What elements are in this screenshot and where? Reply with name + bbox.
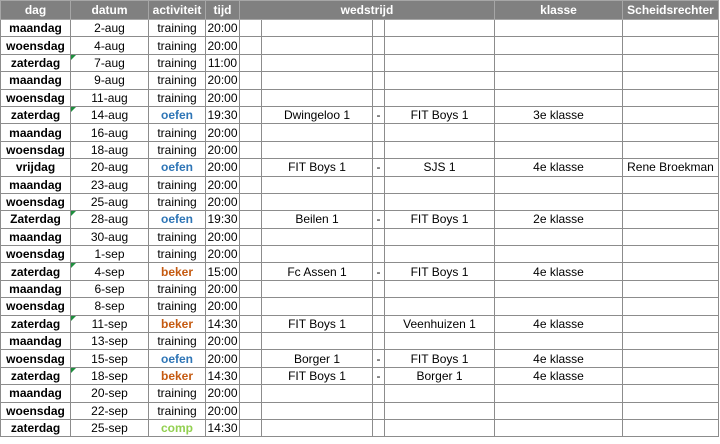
table-row	[1, 124, 719, 141]
cell-separator[interactable]	[373, 315, 385, 332]
cell-separator[interactable]: -	[373, 263, 385, 280]
cell-klasse[interactable]: 2e klasse	[495, 211, 623, 228]
cell-empty[interactable]	[240, 228, 262, 245]
cell-scheidsrechter[interactable]	[623, 350, 719, 367]
cell-activiteit[interactable]: training	[149, 54, 206, 71]
cell-klasse[interactable]	[495, 176, 623, 193]
header-activiteit[interactable]: activiteit	[149, 1, 206, 20]
cell-dag[interactable]: maandag	[1, 385, 71, 402]
cell-tijd[interactable]: 20:00	[207, 142, 238, 157]
cell-tijd[interactable]: 14:30	[207, 316, 238, 331]
cell-datum[interactable]: 30-aug	[71, 228, 149, 245]
cell-home-team[interactable]: FIT Boys 1	[262, 159, 373, 176]
cell-tijd[interactable]: 19:30	[207, 108, 238, 123]
cell-datum[interactable]: 7-aug	[71, 54, 149, 71]
cell-empty[interactable]	[240, 54, 262, 71]
cell-away-team[interactable]	[385, 193, 495, 210]
cell-home-team[interactable]	[262, 89, 373, 106]
cell-empty[interactable]	[240, 280, 262, 297]
cell-tijd[interactable]: 14:30	[207, 369, 238, 383]
table-row	[1, 228, 719, 245]
cell-dag[interactable]: woensdag	[1, 350, 71, 367]
cell-activiteit[interactable]: training	[149, 333, 206, 350]
cell-away-team[interactable]	[385, 280, 495, 297]
cell-away-team[interactable]: FIT Boys 1	[385, 106, 495, 123]
cell-empty[interactable]	[240, 106, 262, 123]
cell-away-team[interactable]	[385, 246, 495, 263]
cell-home-team[interactable]: FIT Boys 1	[262, 367, 373, 384]
cell-empty[interactable]	[240, 89, 262, 106]
cell-dag[interactable]: zaterdag	[1, 106, 71, 123]
header-datum[interactable]: datum	[71, 1, 149, 20]
cell-empty[interactable]	[240, 141, 262, 158]
cell-empty[interactable]	[240, 193, 262, 210]
cell-away-team[interactable]	[385, 37, 495, 54]
cell-home-team[interactable]	[262, 141, 373, 158]
cell-home-team[interactable]	[262, 20, 373, 37]
cell-empty[interactable]	[240, 350, 262, 367]
cell-klasse[interactable]	[495, 333, 623, 350]
cell-dag[interactable]: zaterdag	[1, 315, 71, 332]
cell-scheidsrechter[interactable]	[623, 298, 719, 315]
cell-away-team[interactable]	[385, 89, 495, 106]
table-row	[1, 141, 719, 158]
cell-empty[interactable]	[240, 419, 262, 436]
cell-separator[interactable]	[373, 20, 385, 37]
cell-empty[interactable]	[240, 263, 262, 280]
cell-scheidsrechter[interactable]	[623, 141, 719, 158]
cell-scheidsrechter[interactable]	[623, 228, 719, 245]
cell-away-team[interactable]: Veenhuizen 1	[385, 315, 495, 332]
cell-away-team[interactable]	[385, 419, 495, 436]
cell-empty[interactable]	[240, 72, 262, 89]
cell-home-team[interactable]	[262, 298, 373, 315]
cell-scheidsrechter[interactable]	[623, 402, 719, 419]
cell-datum[interactable]: 2-aug	[71, 20, 149, 37]
cell-datum[interactable]: 9-aug	[71, 72, 149, 89]
cell-dag[interactable]: woensdag	[1, 246, 71, 263]
cell-home-team[interactable]	[262, 333, 373, 350]
cell-klasse[interactable]	[495, 298, 623, 315]
cell-tijd[interactable]: 20:00	[207, 229, 238, 244]
cell-klasse[interactable]: 4e klasse	[495, 315, 623, 332]
cell-klasse[interactable]	[495, 89, 623, 106]
table-row	[1, 246, 719, 263]
cell-empty[interactable]	[240, 402, 262, 419]
cell-away-team[interactable]	[385, 333, 495, 350]
cell-scheidsrechter[interactable]	[623, 315, 719, 332]
table-row	[1, 193, 719, 210]
cell-activiteit[interactable]: beker	[149, 367, 206, 384]
cell-datum[interactable]: 11-sep	[71, 315, 149, 332]
cell-home-team[interactable]	[262, 54, 373, 71]
cell-empty[interactable]	[240, 37, 262, 54]
cell-dag[interactable]: maandag	[1, 280, 71, 297]
cell-dag[interactable]: maandag	[1, 124, 71, 141]
cell-separator[interactable]: -	[373, 106, 385, 123]
cell-scheidsrechter[interactable]	[623, 211, 719, 228]
cell-away-team[interactable]: Borger 1	[385, 367, 495, 384]
cell-home-team[interactable]	[262, 193, 373, 210]
cell-datum[interactable]: 8-sep	[71, 298, 149, 315]
cell-datum[interactable]: 15-sep	[71, 350, 149, 367]
cell-scheidsrechter[interactable]	[623, 124, 719, 141]
cell-away-team[interactable]	[385, 228, 495, 245]
header-wedstrijd[interactable]: wedstrijd	[240, 1, 495, 20]
cell-klasse[interactable]	[495, 228, 623, 245]
cell-away-team[interactable]: FIT Boys 1	[385, 211, 495, 228]
cell-klasse[interactable]	[495, 72, 623, 89]
cell-scheidsrechter[interactable]	[623, 37, 719, 54]
cell-empty[interactable]	[240, 176, 262, 193]
cell-away-team[interactable]	[385, 402, 495, 419]
cell-dag[interactable]: woensdag	[1, 37, 71, 54]
cell-tijd[interactable]: 20:00	[207, 403, 238, 418]
cell-separator[interactable]: -	[373, 159, 385, 176]
cell-scheidsrechter[interactable]: Rene Broekman	[623, 159, 719, 176]
cell-klasse[interactable]	[495, 193, 623, 210]
cell-tijd[interactable]: 20:00	[207, 125, 238, 140]
cell-scheidsrechter[interactable]	[623, 176, 719, 193]
cell-klasse[interactable]	[495, 54, 623, 71]
cell-activiteit[interactable]: training	[149, 193, 206, 210]
cell-klasse[interactable]	[495, 402, 623, 419]
cell-dag[interactable]: woensdag	[1, 141, 71, 158]
cell-datum[interactable]: 4-sep	[71, 263, 149, 280]
cell-separator[interactable]	[373, 176, 385, 193]
cell-activiteit[interactable]: oefen	[149, 159, 206, 176]
cell-scheidsrechter[interactable]	[623, 89, 719, 106]
cell-empty[interactable]	[240, 211, 262, 228]
cell-separator[interactable]: -	[373, 350, 385, 367]
cell-activiteit[interactable]: oefen	[149, 211, 206, 228]
table-row	[1, 72, 719, 89]
cell-dag[interactable]: zaterdag	[1, 54, 71, 71]
cell-separator[interactable]	[373, 246, 385, 263]
cell-datum[interactable]: 20-aug	[71, 159, 149, 176]
cell-scheidsrechter[interactable]	[623, 333, 719, 350]
cell-empty[interactable]	[240, 333, 262, 350]
cell-datum[interactable]: 18-aug	[71, 141, 149, 158]
cell-activiteit[interactable]: training	[149, 385, 206, 402]
cell-activiteit[interactable]: training	[149, 141, 206, 158]
cell-home-team[interactable]	[262, 419, 373, 436]
cell-away-team[interactable]: SJS 1	[385, 159, 495, 176]
cell-datum[interactable]: 11-aug	[71, 89, 149, 106]
cell-tijd[interactable]: 20:00	[207, 247, 238, 262]
cell-home-team[interactable]	[262, 402, 373, 419]
cell-activiteit[interactable]: training	[149, 246, 206, 263]
cell-home-team[interactable]	[262, 280, 373, 297]
header-scheidsrechter[interactable]: Scheidsrechter	[623, 1, 719, 20]
cell-dag[interactable]: maandag	[1, 176, 71, 193]
cell-scheidsrechter[interactable]	[623, 385, 719, 402]
cell-separator[interactable]	[373, 37, 385, 54]
table-row	[1, 419, 719, 436]
cell-separator[interactable]	[373, 89, 385, 106]
cell-activiteit[interactable]: training	[149, 37, 206, 54]
header-klasse[interactable]: klasse	[495, 1, 623, 20]
cell-dag[interactable]: woensdag	[1, 298, 71, 315]
header-dag[interactable]: dag	[1, 1, 71, 20]
cell-home-team[interactable]: Beilen 1	[262, 211, 373, 228]
cell-activiteit[interactable]: training	[149, 228, 206, 245]
cell-datum[interactable]: 6-sep	[71, 280, 149, 297]
cell-home-team[interactable]	[262, 385, 373, 402]
cell-tijd[interactable]: 19:30	[207, 212, 238, 227]
cell-activiteit[interactable]: oefen	[149, 350, 206, 367]
table-row	[1, 367, 719, 384]
cell-klasse[interactable]: 4e klasse	[495, 159, 623, 176]
cell-tijd[interactable]: 20:00	[207, 386, 238, 401]
cell-home-team[interactable]: FIT Boys 1	[262, 315, 373, 332]
table-row	[1, 280, 719, 297]
table-row	[1, 159, 719, 176]
header-tijd[interactable]: tijd	[206, 1, 240, 20]
cell-home-team[interactable]	[262, 37, 373, 54]
table-row	[1, 263, 719, 280]
cell-away-team[interactable]	[385, 176, 495, 193]
cell-klasse[interactable]	[495, 385, 623, 402]
cell-datum[interactable]: 14-aug	[71, 106, 149, 123]
cell-separator[interactable]	[373, 193, 385, 210]
cell-scheidsrechter[interactable]	[623, 263, 719, 280]
schedule-body	[1, 20, 719, 437]
cell-dag[interactable]: Zaterdag	[1, 211, 71, 228]
table-row	[1, 333, 719, 350]
cell-scheidsrechter[interactable]	[623, 419, 719, 436]
cell-tijd[interactable]: 20:00	[207, 177, 238, 192]
cell-tijd[interactable]: 20:00	[207, 38, 238, 53]
cell-klasse[interactable]	[495, 37, 623, 54]
cell-tijd[interactable]: 20:00	[207, 160, 238, 175]
cell-away-team[interactable]	[385, 141, 495, 158]
cell-klasse[interactable]: 4e klasse	[495, 367, 623, 384]
cell-separator[interactable]	[373, 280, 385, 297]
cell-dag[interactable]: zaterdag	[1, 367, 71, 384]
cell-empty[interactable]	[240, 367, 262, 384]
cell-separator[interactable]	[373, 228, 385, 245]
table-row	[1, 211, 719, 228]
cell-klasse[interactable]	[495, 280, 623, 297]
cell-tijd[interactable]: 20:00	[207, 334, 238, 349]
cell-klasse[interactable]	[495, 419, 623, 436]
cell-away-team[interactable]: FIT Boys 1	[385, 263, 495, 280]
cell-dag[interactable]: maandag	[1, 228, 71, 245]
cell-dag[interactable]: woensdag	[1, 89, 71, 106]
cell-home-team[interactable]	[262, 228, 373, 245]
cell-separator[interactable]: -	[373, 211, 385, 228]
cell-scheidsrechter[interactable]	[623, 193, 719, 210]
cell-home-team[interactable]: Fc Assen 1	[262, 263, 373, 280]
cell-activiteit[interactable]: oefen	[149, 106, 206, 123]
cell-klasse[interactable]	[495, 141, 623, 158]
cell-klasse[interactable]	[495, 246, 623, 263]
table-row	[1, 350, 719, 367]
cell-separator[interactable]: -	[373, 367, 385, 384]
cell-activiteit[interactable]: training	[149, 402, 206, 419]
cell-scheidsrechter[interactable]	[623, 20, 719, 37]
cell-home-team[interactable]	[262, 246, 373, 263]
table-row	[1, 315, 719, 332]
cell-datum[interactable]: 13-sep	[71, 333, 149, 350]
cell-tijd[interactable]: 20:00	[207, 351, 238, 366]
cell-tijd[interactable]: 20:00	[207, 73, 238, 88]
cell-activiteit[interactable]: training	[149, 20, 206, 37]
cell-away-team[interactable]	[385, 72, 495, 89]
cell-away-team[interactable]: FIT Boys 1	[385, 350, 495, 367]
table-row	[1, 298, 719, 315]
cell-tijd[interactable]: 20:00	[207, 195, 238, 210]
cell-tijd[interactable]: 14:30	[207, 421, 238, 436]
cell-activiteit[interactable]: training	[149, 124, 206, 141]
cell-klasse[interactable]: 4e klasse	[495, 263, 623, 280]
cell-activiteit[interactable]: beker	[149, 263, 206, 280]
cell-tijd[interactable]: 20:00	[207, 299, 238, 314]
cell-datum[interactable]: 28-aug	[71, 211, 149, 228]
cell-datum[interactable]: 20-sep	[71, 385, 149, 402]
table-row	[1, 402, 719, 419]
cell-away-team[interactable]	[385, 298, 495, 315]
cell-activiteit[interactable]: training	[149, 89, 206, 106]
cell-empty[interactable]	[240, 385, 262, 402]
cell-scheidsrechter[interactable]	[623, 72, 719, 89]
cell-empty[interactable]	[240, 315, 262, 332]
cell-scheidsrechter[interactable]	[623, 367, 719, 384]
cell-klasse[interactable]	[495, 20, 623, 37]
cell-dag[interactable]: zaterdag	[1, 263, 71, 280]
cell-datum[interactable]: 23-aug	[71, 176, 149, 193]
cell-dag[interactable]: zaterdag	[1, 419, 71, 436]
cell-away-team[interactable]	[385, 54, 495, 71]
header-row	[1, 1, 719, 20]
table-row	[1, 37, 719, 54]
table-row	[1, 385, 719, 402]
cell-empty[interactable]	[240, 20, 262, 37]
cell-home-team[interactable]	[262, 72, 373, 89]
cell-datum[interactable]: 25-sep	[71, 419, 149, 436]
cell-dag[interactable]: woensdag	[1, 193, 71, 210]
cell-separator[interactable]	[373, 72, 385, 89]
cell-home-team[interactable]: Dwingeloo 1	[262, 106, 373, 123]
cell-tijd[interactable]: 15:00	[207, 264, 238, 279]
cell-dag[interactable]: vrijdag	[1, 159, 71, 176]
cell-separator[interactable]	[373, 385, 385, 402]
cell-separator[interactable]	[373, 141, 385, 158]
cell-empty[interactable]	[240, 246, 262, 263]
table-row	[1, 54, 719, 71]
cell-separator[interactable]	[373, 298, 385, 315]
cell-datum[interactable]: 18-sep	[71, 367, 149, 384]
cell-klasse[interactable]	[495, 124, 623, 141]
cell-scheidsrechter[interactable]	[623, 106, 719, 123]
cell-away-team[interactable]	[385, 20, 495, 37]
cell-datum[interactable]: 25-aug	[71, 193, 149, 210]
cell-empty[interactable]	[240, 159, 262, 176]
cell-scheidsrechter[interactable]	[623, 54, 719, 71]
table-row	[1, 20, 719, 37]
cell-empty[interactable]	[240, 124, 262, 141]
cell-dag[interactable]: maandag	[1, 20, 71, 37]
cell-klasse[interactable]: 4e klasse	[495, 350, 623, 367]
cell-scheidsrechter[interactable]	[623, 280, 719, 297]
cell-dag[interactable]: woensdag	[1, 402, 71, 419]
cell-away-team[interactable]	[385, 385, 495, 402]
cell-datum[interactable]: 16-aug	[71, 124, 149, 141]
cell-home-team[interactable]	[262, 176, 373, 193]
cell-activiteit[interactable]: training	[149, 176, 206, 193]
cell-scheidsrechter[interactable]	[623, 246, 719, 263]
cell-separator[interactable]	[373, 402, 385, 419]
cell-activiteit[interactable]: training	[149, 72, 206, 89]
cell-separator[interactable]	[373, 419, 385, 436]
cell-tijd[interactable]: 20:00	[207, 90, 238, 105]
cell-activiteit[interactable]: comp	[149, 419, 206, 436]
cell-tijd[interactable]: 11:00	[206, 54, 240, 71]
cell-klasse[interactable]: 3e klasse	[495, 106, 623, 123]
cell-datum[interactable]: 22-sep	[71, 402, 149, 419]
cell-activiteit[interactable]: beker	[149, 315, 206, 332]
cell-tijd[interactable]: 20:00	[207, 282, 238, 297]
cell-activiteit[interactable]: training	[149, 280, 206, 297]
cell-datum[interactable]: 1-sep	[71, 246, 149, 263]
cell-home-team[interactable]: Borger 1	[262, 350, 373, 367]
table-row	[1, 176, 719, 193]
cell-separator[interactable]	[373, 54, 385, 71]
cell-home-team[interactable]	[262, 124, 373, 141]
cell-tijd[interactable]: 20:00	[207, 21, 238, 36]
cell-separator[interactable]	[373, 124, 385, 141]
cell-separator[interactable]	[373, 333, 385, 350]
cell-dag[interactable]: maandag	[1, 333, 71, 350]
cell-empty[interactable]	[240, 298, 262, 315]
cell-away-team[interactable]	[385, 124, 495, 141]
cell-activiteit[interactable]: training	[149, 298, 206, 315]
cell-dag[interactable]: maandag	[1, 72, 71, 89]
cell-datum[interactable]: 4-aug	[71, 37, 149, 54]
table-row	[1, 106, 719, 123]
table-row	[1, 89, 719, 106]
